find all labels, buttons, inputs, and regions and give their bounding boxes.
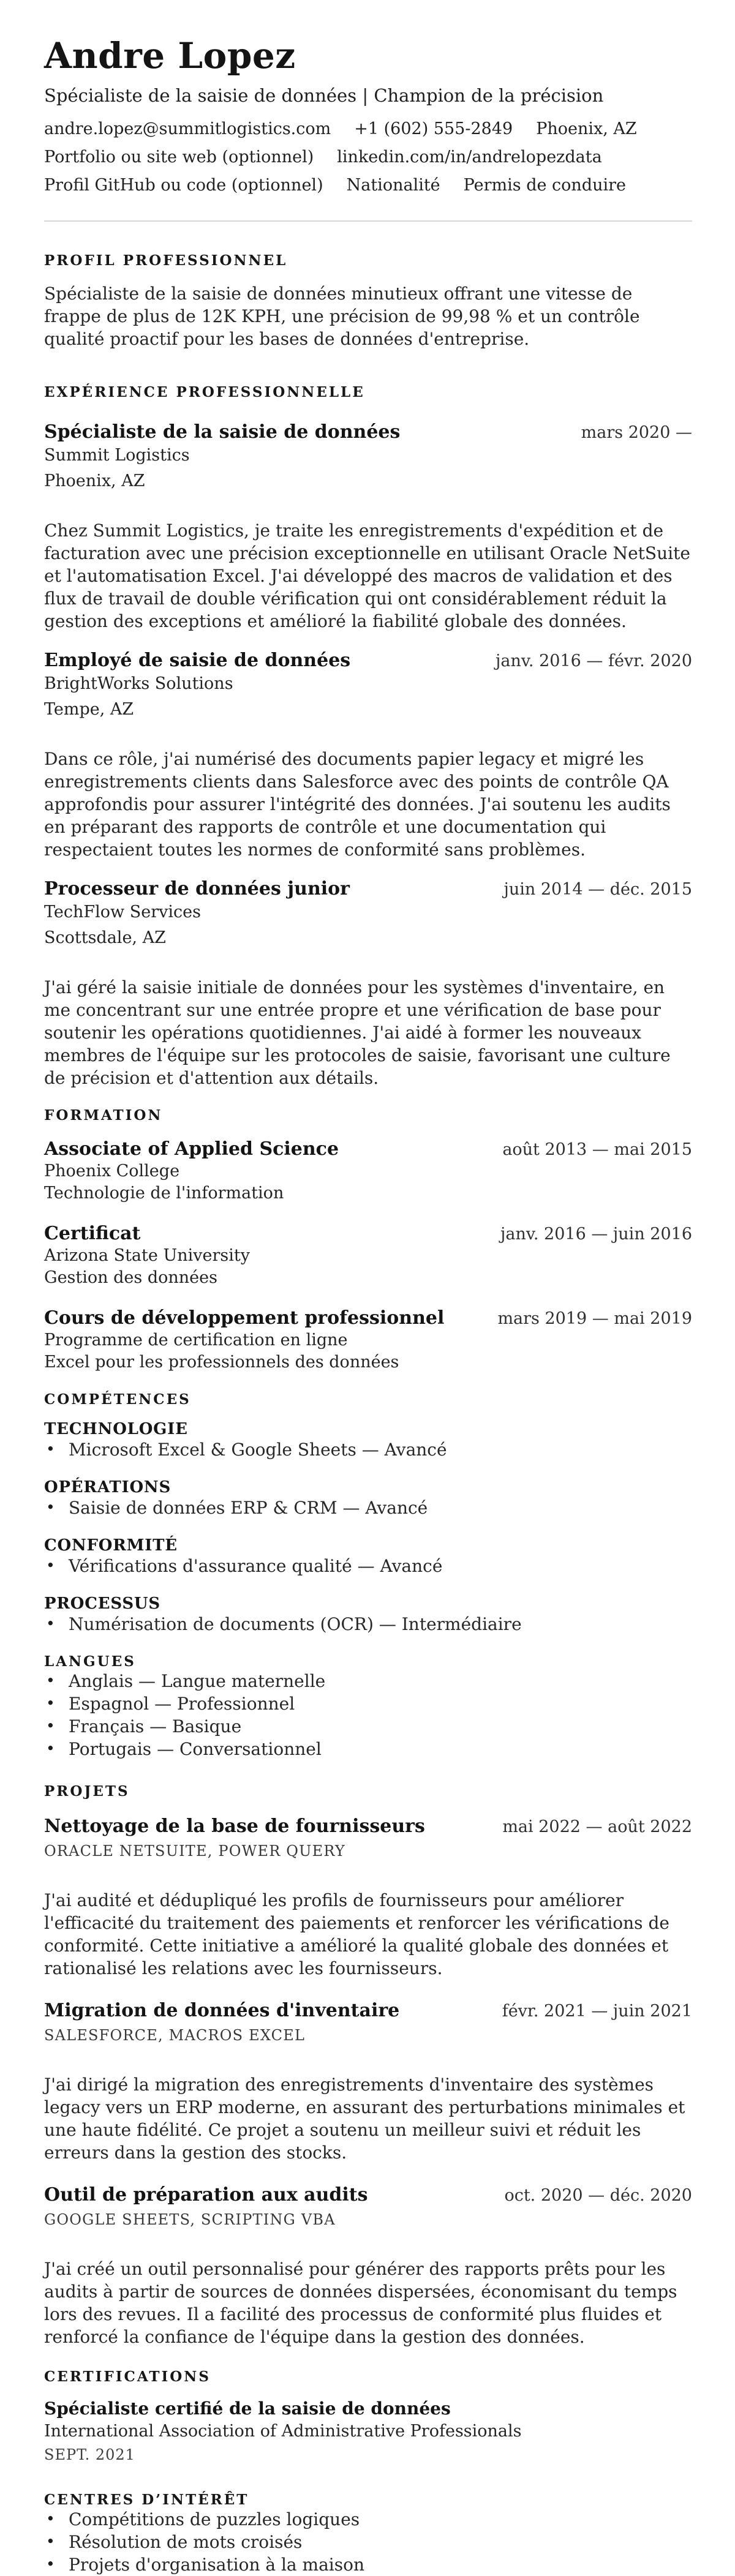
- contact-portfolio: Portfolio ou site web (optionnel): [44, 148, 314, 167]
- education-header: [44, 1307, 692, 1329]
- interest-item: • Projets d'organisation à la maison: [44, 2553, 692, 2576]
- project-dates: févr. 2021 — juin 2021: [502, 2002, 692, 2021]
- section-formation: [44, 1108, 692, 1372]
- job-dates: janv. 2016 — févr. 2020: [496, 652, 692, 670]
- job-list: [44, 421, 692, 1089]
- skill-item: • Numérisation de documents (OCR) — Intermédiaire: [44, 1613, 692, 1635]
- project-header: [44, 1816, 692, 1838]
- section-heading-interets: CENTRES D’INTÉRÊT: [44, 2492, 249, 2508]
- education-title: Certificat: [44, 1223, 141, 1244]
- job-entry: [44, 650, 692, 861]
- job-location: Phoenix, AZ: [44, 471, 145, 490]
- section-heading-profile: PROFIL PROFESSIONNEL: [44, 252, 288, 269]
- job-location: Tempe, AZ: [44, 700, 134, 719]
- project-title: Migration de données d'inventaire: [44, 2000, 400, 2021]
- contact-location: Phoenix, AZ: [536, 119, 637, 138]
- skill-list: [44, 1496, 692, 1519]
- education-entry: [44, 1223, 692, 1288]
- education-header: [44, 1138, 692, 1160]
- skill-list: [44, 1438, 692, 1461]
- skill-group: [44, 1536, 692, 1577]
- project-title: Outil de préparation aux audits: [44, 2184, 368, 2206]
- contact-row: [44, 120, 692, 138]
- project-dates: mai 2022 — août 2022: [502, 1817, 692, 1836]
- skill-groups: [44, 1420, 692, 1635]
- education-dates: mars 2019 — mai 2019: [497, 1309, 692, 1328]
- job-title: Employé de saisie de données: [44, 650, 351, 671]
- section-heading-langues: LANGUES: [44, 1653, 136, 1670]
- contact-driving-license: Permis de conduire: [463, 176, 626, 195]
- section-profile: [44, 253, 692, 350]
- page-title: Andre Lopez: [44, 35, 296, 77]
- education-header: [44, 1223, 692, 1245]
- project-header: [44, 2184, 692, 2206]
- education-school: Arizona State University: [44, 1246, 250, 1265]
- certification-organization: International Association of Administrative Professionals: [44, 2422, 522, 2441]
- project-dates: oct. 2020 — déc. 2020: [504, 2186, 692, 2205]
- section-competences: [44, 1392, 692, 1635]
- contact-github: Profil GitHub ou code (optionnel): [44, 176, 323, 195]
- certification-date: SEPT. 2021: [44, 2446, 135, 2463]
- contact-row: [44, 148, 692, 167]
- language-item: • Espagnol — Professionnel: [44, 1692, 692, 1715]
- certification-entry: [44, 2398, 692, 2463]
- skill-group: [44, 1420, 692, 1461]
- skill-item: • Vérifications d'assurance qualité — Avancé: [44, 1555, 692, 1577]
- job-description: Chez Summit Logistics, je traite les enregistrements d'expédition et de facturation avec une précision exceptionnelle en utilisant Oracle NetSuite et l'automatisation Excel. J'ai développé des macros de validation et des flux de travail de double vérification qui ont considérablement réduit la gestion des exceptions et amélioré la fiabilité globale des données.: [44, 520, 690, 631]
- job-header: [44, 421, 692, 443]
- project-tools: GOOGLE SHEETS, SCRIPTING VBA: [44, 2211, 336, 2228]
- skill-category: TECHNOLOGIE: [44, 1420, 188, 1438]
- education-title: Associate of Applied Science: [44, 1138, 339, 1160]
- job-entry: [44, 878, 692, 1089]
- project-list: [44, 1816, 692, 2348]
- contact-phone: +1 (602) 555-2849: [354, 119, 513, 138]
- job-description: J'ai géré la saisie initiale de données pour les systèmes d'inventaire, en me concentrant sur une entrée propre et une vérification de base pour soutenir les opérations quotidiennes. J'ai aidé à former les nouveaux membres de l'équipe sur les protocoles de saisie, favorisant une culture de précision et d'attention aux détails.: [44, 977, 671, 1088]
- skill-category: CONFORMITÉ: [44, 1536, 178, 1555]
- skill-item: • Saisie de données ERP & CRM — Avancé: [44, 1496, 692, 1519]
- section-langues: [44, 1654, 692, 1760]
- project-header: [44, 2000, 692, 2022]
- project-description: J'ai dirigé la migration des enregistrements d'inventaire des systèmes legacy vers un ERP moderne, en assurant des perturbations minimales et une haute fidélité. Ce projet a soutenu un meilleur suivi et réduit les erreurs dans la gestion des stocks.: [44, 2075, 685, 2163]
- education-school: Programme de certification en ligne: [44, 1331, 348, 1350]
- language-item: • Français — Basique: [44, 1715, 692, 1738]
- language-item: • Portugais — Conversationnel: [44, 1738, 692, 1760]
- section-heading-projets: PROJETS: [44, 1783, 130, 1800]
- certification-title: Spécialiste certifié de la saisie de données: [44, 2398, 451, 2419]
- job-dates: juin 2014 — déc. 2015: [503, 880, 692, 899]
- education-dates: août 2013 — mai 2015: [502, 1140, 692, 1159]
- job-company: TechFlow Services: [44, 903, 201, 922]
- job-title: Spécialiste de la saisie de données: [44, 421, 401, 443]
- skill-category: OPÉRATIONS: [44, 1478, 172, 1496]
- education-entry: [44, 1307, 692, 1372]
- project-entry: [44, 2184, 692, 2348]
- project-tools: SALESFORCE, MACROS EXCEL: [44, 2027, 306, 2044]
- skill-list: [44, 1555, 692, 1577]
- project-tools: ORACLE NETSUITE, POWER QUERY: [44, 1842, 345, 1860]
- section-heading-experience: EXPÉRIENCE PROFESSIONNELLE: [44, 384, 365, 400]
- section-interets: [44, 2492, 692, 2576]
- section-heading-certifications: CERTIFICATIONS: [44, 2368, 211, 2385]
- skill-category: PROCESSUS: [44, 1594, 160, 1613]
- interest-list: [44, 2508, 692, 2576]
- section-experience: [44, 385, 692, 1089]
- header-divider: [44, 220, 692, 222]
- contact-nationality: Nationalité: [346, 176, 440, 195]
- headline: Spécialiste de la saisie de données | Champion de la précision: [44, 85, 604, 106]
- job-description: Dans ce rôle, j'ai numérisé des documents papier legacy et migré les enregistrements clients dans Salesforce avec des points de contrôle QA approfondis pour assurer l'intégrité des données. J'ai soutenu les audits en préparant des rapports de contrôle et une documentation qui respectaient toutes les normes de conformité sans problèmes.: [44, 749, 671, 860]
- job-company: BrightWorks Solutions: [44, 674, 233, 693]
- interest-item: • Compétitions de puzzles logiques: [44, 2508, 692, 2531]
- resume-header: [44, 34, 692, 195]
- section-heading-competences: COMPÉTENCES: [44, 1391, 191, 1408]
- section-heading-formation: FORMATION: [44, 1107, 163, 1124]
- education-dates: janv. 2016 — juin 2016: [500, 1225, 692, 1244]
- education-field: Gestion des données: [44, 1268, 217, 1287]
- language-item: • Anglais — Langue maternelle: [44, 1670, 692, 1692]
- contact-row: [44, 176, 692, 195]
- interest-item: • Résolution de mots croisés: [44, 2531, 692, 2553]
- job-location: Scottsdale, AZ: [44, 928, 166, 947]
- skill-item: • Microsoft Excel & Google Sheets — Avancé: [44, 1438, 692, 1461]
- project-description: J'ai créé un outil personnalisé pour générer des rapports prêts pour les audits à partir de sources de données dispersées, économisant du temps lors des revues. Il a facilité des processus de conformité plus fluides et renforcé la confiance de l'équipe dans la gestion des données.: [44, 2259, 677, 2347]
- contact-block: [44, 120, 692, 195]
- education-field: Excel pour les professionnels des données: [44, 1353, 399, 1372]
- job-dates: mars 2020 —: [581, 423, 692, 442]
- section-certifications: [44, 2369, 692, 2463]
- education-school: Phoenix College: [44, 1162, 180, 1181]
- project-title: Nettoyage de la base de fournisseurs: [44, 1816, 425, 1837]
- section-projets: [44, 1784, 692, 2348]
- project-entry: [44, 2000, 692, 2164]
- education-entry: [44, 1138, 692, 1203]
- job-company: Summit Logistics: [44, 446, 190, 465]
- project-entry: [44, 1816, 692, 1980]
- skill-group: [44, 1478, 692, 1519]
- project-description: J'ai audité et dédupliqué les profils de fournisseurs pour améliorer l'efficacité du traitement des paiements et renforcer les vérifications de conformité. Cette initiative a amélioré la qualité globale des données et rationalisé les relations avec les fournisseurs.: [44, 1890, 669, 1978]
- contact-linkedin: linkedin.com/in/andrelopezdata: [337, 148, 602, 167]
- education-list: [44, 1138, 692, 1372]
- profile-summary: Spécialiste de la saisie de données minutieux offrant une vitesse de frappe de plus de 12K KPH, une précision de 99,98 % et un contrôle qualité proactif pour les bases de données d'entreprise.: [44, 284, 640, 349]
- job-title: Processeur de données junior: [44, 878, 350, 899]
- job-header: [44, 650, 692, 672]
- job-header: [44, 878, 692, 900]
- contact-email: andre.lopez@summitlogistics.com: [44, 119, 331, 138]
- education-field: Technologie de l'information: [44, 1184, 284, 1203]
- language-list: [44, 1670, 692, 1760]
- skill-group: [44, 1594, 692, 1635]
- job-entry: [44, 421, 692, 633]
- skill-list: [44, 1613, 692, 1635]
- education-title: Cours de développement professionnel: [44, 1307, 445, 1329]
